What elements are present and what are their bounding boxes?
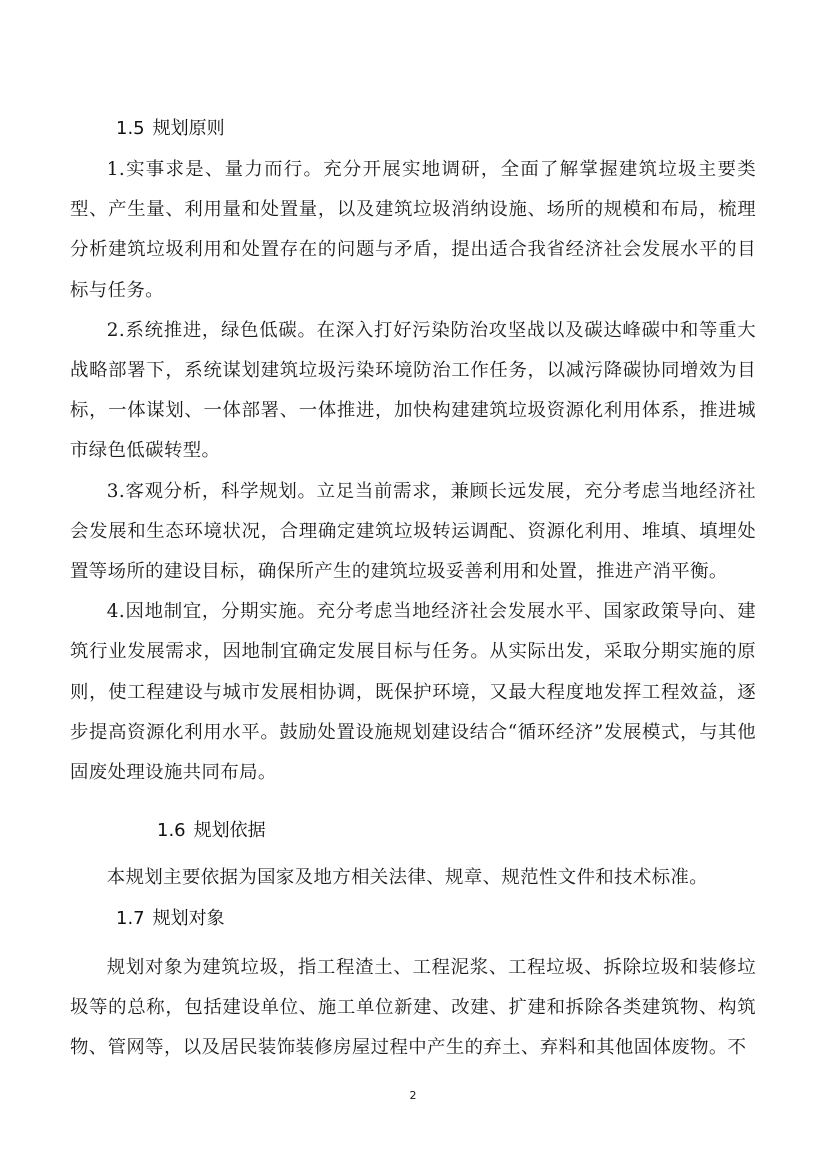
section-body [70, 150, 756, 793]
paragraph: 规划对象为建筑垃圾，指工程渣土、工程泥浆、工程垃圾、拆除垃圾和装修垃圾等的总称，包括建设单位、施工单位新建、改建、扩建和拆除各类建筑物、构筑物、管网等，以及居民装饰装修房屋过程中产生的弃土、弃料和其他固体废物。不 [70, 957, 756, 1059]
paragraph: 1.实事求是、量力而行。充分开展实地调研，全面了解掌握建筑垃圾主要类型、产生量、利用量和处置量，以及建筑垃圾消纳设施、场所的规模和布局，梳理分析建筑垃圾利用和处置存在的问题与矛盾，提出适合我省经济社会发展水平的目标与任务。 [70, 159, 756, 301]
paragraph: 2.系统推进，绿色低碳。在深入打好污染防治攻坚战以及碳达峰碳中和等重大战略部署下，系统谋划建筑垃圾污染环境防治工作任务，以减污降碳协同增效为目标，一体谋划、一体部署、一体推进，加快构建建筑垃圾资源化利用体系，推进城市绿色低碳转型。 [70, 319, 756, 462]
section-1-6 [70, 818, 756, 898]
section-number: 1.5 [116, 118, 145, 139]
page-number: 2 [409, 1089, 417, 1102]
section-heading [70, 116, 756, 142]
section-title: 规划对象 [152, 908, 225, 929]
section-1-7 [70, 906, 756, 1069]
section-body [70, 948, 756, 1069]
section-number: 1.6 [157, 820, 186, 841]
paragraph: 4.因地制宜，分期实施。充分考虑当地经济社会发展水平、国家政策导向、建筑行业发展需求，因地制宜确定发展目标与任务。从实际出发，采取分期实施的原则，使工程建设与城市发展相协调，既保护环境，又最大程度地发挥工程效益，逐步提高资源化利用水平。鼓励处置设施规划建设结合“循环经济”发展模式，与其他固废处理设施共同布局。 [70, 601, 756, 784]
paragraph: 本规划主要依据为国家及地方相关法律、规章、规范性文件和技术标准。 [106, 867, 709, 888]
section-title: 规划依据 [193, 820, 266, 841]
section-title: 规划原则 [152, 118, 225, 139]
section-number: 1.7 [116, 908, 145, 929]
paragraph: 3.客观分析，科学规划。立足当前需求，兼顾长远发展，充分考虑当地经济社会发展和生态环境状况，合理确定建筑垃圾转运调配、资源化利用、堆填、填埋处置等场所的建设目标，确保所产生的建筑垃圾妥善利用和处置，推进产消平衡。 [70, 480, 756, 583]
section-heading [70, 818, 756, 844]
section-heading [70, 906, 756, 932]
section-body [70, 858, 756, 898]
section-1-5 [70, 116, 756, 793]
